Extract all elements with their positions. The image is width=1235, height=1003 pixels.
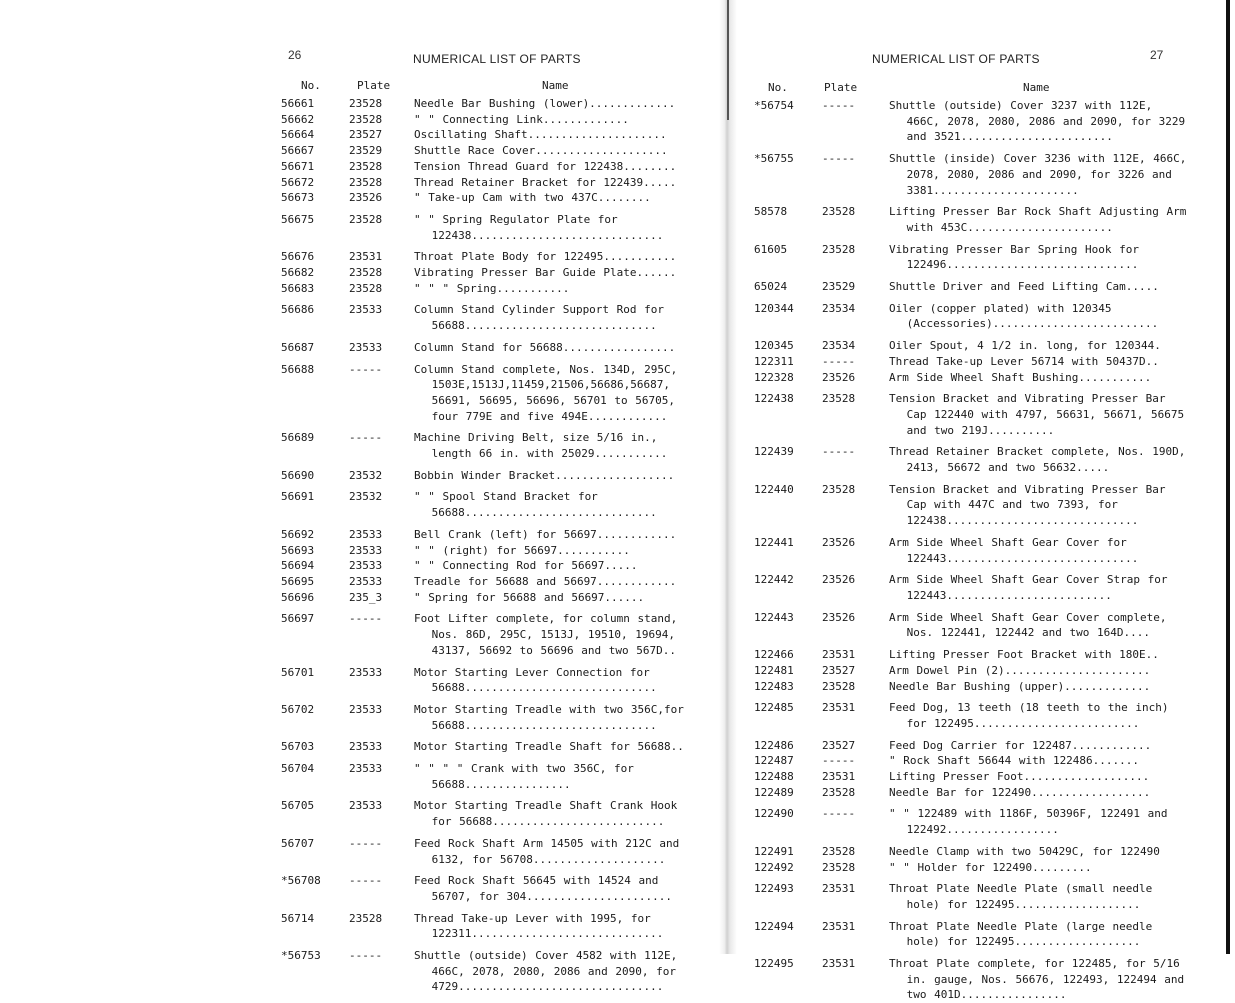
plate-number: 23533: [349, 762, 383, 776]
part-number: 56682: [281, 266, 315, 280]
plate-number: 23531: [349, 250, 383, 264]
table-row: [754, 242, 1189, 273]
part-number: 122441: [754, 535, 794, 549]
plate-number: 23528: [822, 785, 856, 799]
plate-number: 23534: [822, 301, 856, 315]
part-name: Treadle for 56688 and 56697............: [414, 574, 677, 588]
part-number: 56701: [281, 665, 315, 679]
table-row: [754, 338, 1189, 354]
plate-number: 23532: [349, 490, 383, 504]
part-number: 56672: [281, 175, 315, 189]
book-gutter: [719, 0, 737, 954]
plate-number: 23528: [822, 205, 856, 219]
part-name: " " Spring Regulator Plate for 122438.............................: [414, 212, 664, 242]
plate-number: 23528: [822, 679, 856, 693]
plate-number: 23528: [822, 392, 856, 406]
plate-number: 23529: [822, 280, 856, 294]
table-row: [281, 362, 696, 425]
plate-number: 23533: [349, 740, 383, 754]
part-number: 122483: [754, 679, 794, 693]
part-name: Shuttle (inside) Cover 3236 with 112E, 466C, 2078, 2080, 2086 and 2090, for 3226 and 3381......................: [889, 152, 1187, 197]
table-row: [754, 679, 1189, 695]
part-name: " " " Spring...........: [414, 281, 570, 295]
table-row: [281, 489, 696, 520]
plate-number: -----: [822, 807, 856, 821]
part-number: 122443: [754, 610, 794, 624]
col-header-plate: Plate: [824, 81, 858, 94]
table-row: [281, 212, 696, 243]
table-row: [754, 610, 1189, 641]
part-number: 56707: [281, 836, 315, 850]
plate-number: 23526: [349, 191, 383, 205]
plate-number: 23533: [349, 559, 383, 573]
part-name: " Take-up Cam with two 437C........: [414, 191, 651, 205]
part-number: 56662: [281, 112, 315, 126]
plate-number: 23528: [349, 159, 383, 173]
table-row: [754, 785, 1189, 801]
part-number: *56708: [281, 874, 321, 888]
part-name: Shuttle (outside) Cover 4582 with 112E, 466C, 2078, 2080, 2086 and 2090, for 4729...............................: [414, 949, 678, 994]
plate-number: 23528: [822, 482, 856, 496]
part-number: 122493: [754, 882, 794, 896]
plate-number: -----: [349, 874, 383, 888]
table-row: [281, 911, 696, 942]
part-name: Tension Bracket and Vibrating Presser Bar Cap 122440 with 4797, 56631, 56671, 56675 and two 219J..........: [889, 392, 1185, 437]
table-row: [281, 558, 696, 574]
col-header-plate: Plate: [357, 79, 391, 92]
part-number: 122481: [754, 663, 794, 677]
plate-number: 23527: [822, 738, 856, 752]
part-number: 56667: [281, 144, 315, 158]
table-row: [281, 798, 696, 829]
part-name: Column Stand complete, Nos. 134D, 295C, 1503E,1513J,11459,21506,56686,56687, 56691, 56695, 56696, 56701 to 56705, four 779E and five 494E............: [414, 362, 678, 423]
plate-number: -----: [822, 445, 856, 459]
plate-number: 23527: [822, 663, 856, 677]
table-row: [754, 956, 1189, 1003]
part-name: " " Connecting Rod for 56697.....: [414, 559, 638, 573]
part-number: 56704: [281, 762, 315, 776]
part-number: 56689: [281, 431, 315, 445]
plate-number: -----: [822, 754, 856, 768]
plate-number: -----: [822, 99, 856, 112]
part-name: Column Stand for 56688.................: [414, 340, 676, 354]
part-name: Motor Starting Lever Connection for 56688.............................: [414, 665, 657, 695]
table-row: [754, 806, 1189, 837]
part-number: 56687: [281, 340, 315, 354]
part-number: 56696: [281, 590, 315, 604]
part-number: 56695: [281, 574, 315, 588]
table-row: [281, 190, 696, 206]
table-row: [281, 836, 696, 867]
part-name: Thread Take-up Lever 56714 with 50437D..: [889, 354, 1159, 368]
plate-number: -----: [349, 949, 383, 963]
plate-number: 23528: [349, 911, 383, 925]
plate-number: 23531: [822, 882, 856, 896]
part-name: Oiler (copper plated) with 120345 (Accessories).........................: [889, 301, 1159, 331]
plate-number: 23528: [822, 242, 856, 256]
part-number: 56676: [281, 250, 315, 264]
part-name: " " 122489 with 1186F, 50396F, 122491 and 122492.................: [889, 807, 1168, 837]
table-row: [281, 611, 696, 658]
part-name: Arm Side Wheel Shaft Bushing...........: [889, 370, 1152, 384]
table-row: [281, 702, 696, 733]
plate-number: 23528: [349, 112, 383, 126]
part-name: Bell Crank (left) for 56697............: [414, 527, 677, 541]
plate-number: 23526: [822, 610, 856, 624]
plate-number: -----: [822, 354, 856, 368]
part-number: 120344: [754, 301, 794, 315]
part-name: Motor Starting Treadle with two 356C,for 56688.............................: [414, 702, 684, 732]
part-number: 122485: [754, 701, 794, 715]
part-name: Motor Starting Treadle Shaft for 56688..: [414, 740, 684, 754]
table-row: [754, 919, 1189, 950]
plate-number: 23533: [349, 702, 383, 716]
part-number: *56755: [754, 152, 794, 166]
table-row: [754, 700, 1189, 731]
plate-number: 23527: [349, 128, 383, 142]
part-name: " " Spool Stand Bracket for 56688.............................: [414, 490, 657, 520]
part-number: 122495: [754, 957, 794, 971]
table-row: [754, 860, 1189, 876]
part-number: 122489: [754, 785, 794, 799]
part-name: Arm Side Wheel Shaft Gear Cover complete, Nos. 122441, 122442 and two 164D....: [889, 610, 1167, 640]
part-name: Shuttle Driver and Feed Lifting Cam.....: [889, 280, 1159, 294]
table-row: [281, 265, 696, 281]
part-name: Motor Starting Treadle Shaft Crank Hook for 56688..........................: [414, 799, 678, 829]
plate-number: -----: [349, 431, 383, 445]
table-row: [754, 663, 1189, 679]
part-number: 56697: [281, 612, 315, 626]
table-row: [754, 844, 1189, 860]
plate-number: 23526: [822, 573, 856, 587]
part-number: 65024: [754, 280, 788, 294]
table-row: [281, 127, 696, 143]
part-name: Lifting Presser Bar Rock Shaft Adjusting Arm with 453C......................: [889, 205, 1187, 234]
plate-number: -----: [822, 152, 856, 166]
part-name: Column Stand Cylinder Support Rod for 56688.............................: [414, 303, 665, 333]
part-name: Feed Rock Shaft 56645 with 14524 and 56707, for 304......................: [414, 874, 673, 903]
part-name: " " " " Crank with two 356C, for 56688................: [414, 762, 634, 791]
part-number: 122438: [754, 392, 794, 406]
part-name: Tension Thread Guard for 122438........: [414, 159, 677, 173]
plate-number: 23528: [822, 844, 856, 858]
part-name: " Spring for 56688 and 56697......: [414, 590, 645, 604]
part-name: Oiler Spout, 4 1/2 in. long, for 120344.: [889, 339, 1161, 353]
plate-number: 23528: [349, 97, 383, 110]
part-number: 122492: [754, 860, 794, 874]
part-name: Throat Plate Needle Plate (large needle hole) for 122495...................: [889, 919, 1153, 949]
part-name: Throat Plate complete, for 122485, for 5/16 in. gauge, Nos. 56676, 122493, 122494 and two 401D................: [889, 957, 1185, 1002]
plate-number: -----: [349, 362, 383, 376]
table-row: [281, 665, 696, 696]
table-row: [281, 340, 696, 356]
plate-number: 235_3: [349, 590, 383, 604]
table-row: [754, 769, 1189, 785]
table-row: [281, 302, 696, 333]
part-name: Thread Retainer Bracket for 122439.....: [414, 175, 677, 189]
plate-number: -----: [349, 836, 383, 850]
part-number: 122487: [754, 754, 794, 768]
table-row: [754, 881, 1189, 912]
part-name: Needle Bar Bushing (upper).............: [889, 679, 1151, 693]
part-number: 56693: [281, 543, 315, 557]
table-row: [754, 301, 1189, 332]
part-name: Arm Side Wheel Shaft Gear Cover Strap for 122443.........................: [889, 573, 1168, 602]
part-number: 122466: [754, 648, 794, 662]
page-edge: [1226, 0, 1230, 954]
part-number: 122486: [754, 738, 794, 752]
plate-number: 23532: [349, 468, 383, 482]
table-row: [281, 468, 696, 484]
part-name: " " Connecting Link.............: [414, 112, 629, 126]
plate-number: 23533: [349, 303, 383, 317]
part-name: Throat Plate Body for 122495...........: [414, 250, 677, 264]
part-name: Vibrating Presser Bar Spring Hook for 122496.............................: [889, 242, 1140, 272]
part-number: 122491: [754, 844, 794, 858]
plate-number: 23533: [349, 340, 383, 354]
part-name: " " Holder for 122490.........: [889, 860, 1092, 874]
table-row: [281, 873, 696, 904]
plate-number: 23533: [349, 665, 383, 679]
table-row: [754, 98, 1189, 145]
plate-number: 23533: [349, 527, 383, 541]
part-number: 122440: [754, 482, 794, 496]
table-row: [281, 159, 696, 175]
plate-number: 23528: [822, 860, 856, 874]
part-number: 56675: [281, 212, 315, 226]
part-number: 58578: [754, 205, 788, 219]
plate-number: 23529: [349, 144, 383, 158]
part-number: 122439: [754, 445, 794, 459]
plate-number: 23533: [349, 574, 383, 588]
plate-number: 23526: [822, 535, 856, 549]
gutter-shadow: [727, 0, 729, 120]
table-row: [754, 535, 1189, 566]
table-row: [754, 647, 1189, 663]
part-name: Thread Take-up Lever with 1995, for 122311.............................: [414, 911, 664, 941]
part-number: *56754: [754, 99, 794, 112]
part-number: 56688: [281, 362, 315, 376]
table-row: [281, 112, 696, 128]
table-row: [754, 151, 1189, 198]
part-name: Shuttle (outside) Cover 3237 with 112E, 466C, 2078, 2080, 2086 and 2090, for 3229 and 3521.......................: [889, 99, 1186, 144]
table-row: [281, 430, 696, 461]
part-number: 56692: [281, 527, 315, 541]
part-number: 61605: [754, 242, 788, 256]
col-header-name: Name: [542, 79, 569, 92]
table-row: [754, 738, 1189, 754]
plate-number: 23528: [349, 212, 383, 226]
page-number: 26: [288, 48, 302, 62]
plate-number: 23533: [349, 543, 383, 557]
part-name: Lifting Presser Foot...................: [889, 770, 1150, 784]
table-row: [754, 753, 1189, 769]
part-number: 56671: [281, 159, 315, 173]
part-name: Feed Dog Carrier for 122487............: [889, 738, 1152, 752]
part-name: Arm Side Wheel Shaft Gear Cover for 122443.............................: [889, 535, 1139, 565]
col-header-name: Name: [1023, 81, 1050, 94]
table-row: [281, 281, 696, 297]
parts-list: [754, 98, 1189, 1003]
plate-number: -----: [349, 612, 383, 626]
table-row: [754, 391, 1189, 438]
part-number: 122488: [754, 770, 794, 784]
part-number: *56753: [281, 949, 321, 963]
part-name: Lifting Presser Foot Bracket with 180E..: [889, 648, 1159, 662]
table-row: [281, 527, 696, 543]
page-title: NUMERICAL LIST OF PARTS: [413, 52, 581, 66]
table-row: [754, 370, 1189, 386]
table-row: [281, 590, 696, 606]
part-name: Oscillating Shaft.....................: [414, 128, 667, 142]
part-number: 122328: [754, 370, 794, 384]
plate-number: 23531: [822, 919, 856, 933]
part-number: 122442: [754, 573, 794, 587]
part-number: 56673: [281, 191, 315, 205]
right-page: [740, 0, 1235, 1002]
page-title: NUMERICAL LIST OF PARTS: [872, 52, 1040, 66]
table-row: [281, 761, 696, 792]
plate-number: 23528: [349, 281, 383, 295]
part-name: Arm Dowel Pin (2)......................: [889, 663, 1151, 677]
col-header-no: No.: [301, 79, 321, 92]
table-row: [281, 96, 696, 112]
part-name: Thread Retainer Bracket complete, Nos. 190D, 2413, 56672 and two 56632.....: [889, 445, 1186, 475]
table-row: [754, 279, 1189, 295]
plate-number: 23531: [822, 648, 856, 662]
table-row: [754, 204, 1189, 235]
table-row: [281, 948, 696, 995]
plate-number: 23531: [822, 770, 856, 784]
part-name: Tension Bracket and Vibrating Presser Bar Cap with 447C and two 7393, for 122438.............................: [889, 482, 1166, 528]
part-number: 56705: [281, 799, 315, 813]
part-number: 56694: [281, 559, 315, 573]
part-number: 56661: [281, 97, 315, 110]
parts-list: [281, 96, 696, 995]
table-row: [754, 354, 1189, 370]
plate-number: 23531: [822, 701, 856, 715]
part-name: Throat Plate Needle Plate (small needle hole) for 122495...................: [889, 882, 1153, 911]
table-row: [281, 175, 696, 191]
part-number: 56703: [281, 740, 315, 754]
part-name: Machine Driving Belt, size 5/16 in., length 66 in. with 25029...........: [414, 431, 668, 461]
plate-number: 23533: [349, 799, 383, 813]
part-name: Vibrating Presser Bar Guide Plate......: [414, 266, 677, 280]
part-number: 56690: [281, 468, 315, 482]
part-number: 56702: [281, 702, 315, 716]
part-number: 122311: [754, 354, 794, 368]
part-name: Feed Rock Shaft Arm 14505 with 212C and 6132, for 56708....................: [414, 836, 680, 866]
table-row: [281, 543, 696, 559]
part-name: Feed Dog, 13 teeth (18 teeth to the inch) for 122495.........................: [889, 701, 1169, 730]
part-number: 122490: [754, 807, 794, 821]
part-name: Needle Bar Bushing (lower).............: [414, 97, 676, 110]
table-row: [754, 572, 1189, 603]
part-name: " " (right) for 56697...........: [414, 543, 630, 557]
table-row: [281, 574, 696, 590]
part-number: 56664: [281, 128, 315, 142]
part-name: Needle Clamp with two 50429C, for 122490: [889, 844, 1160, 858]
part-number: 56714: [281, 911, 315, 925]
part-number: 56691: [281, 490, 315, 504]
part-name: Foot Lifter complete, for column stand, Nos. 86D, 295C, 1513J, 19510, 19694, 43137, 56692 to 56696 and two 567D..: [414, 612, 678, 657]
part-number: 122494: [754, 919, 794, 933]
part-name: Needle Bar for 122490..................: [889, 785, 1151, 799]
part-number: 56683: [281, 281, 315, 295]
table-row: [754, 482, 1189, 529]
table-row: [281, 249, 696, 265]
table-row: [281, 739, 696, 755]
page-number: 27: [1150, 48, 1164, 62]
plate-number: 23526: [822, 370, 856, 384]
plate-number: 23528: [349, 266, 383, 280]
part-number: 56686: [281, 303, 315, 317]
col-header-no: No.: [768, 81, 788, 94]
plate-number: 23528: [349, 175, 383, 189]
plate-number: 23534: [822, 339, 856, 353]
part-number: 120345: [754, 339, 794, 353]
plate-number: 23531: [822, 957, 856, 971]
part-name: Bobbin Winder Bracket..................: [414, 468, 675, 482]
table-row: [754, 444, 1189, 475]
table-row: [281, 143, 696, 159]
part-name: " Rock Shaft 56644 with 122486.......: [889, 754, 1140, 768]
part-name: Shuttle Race Cover....................: [414, 144, 668, 158]
